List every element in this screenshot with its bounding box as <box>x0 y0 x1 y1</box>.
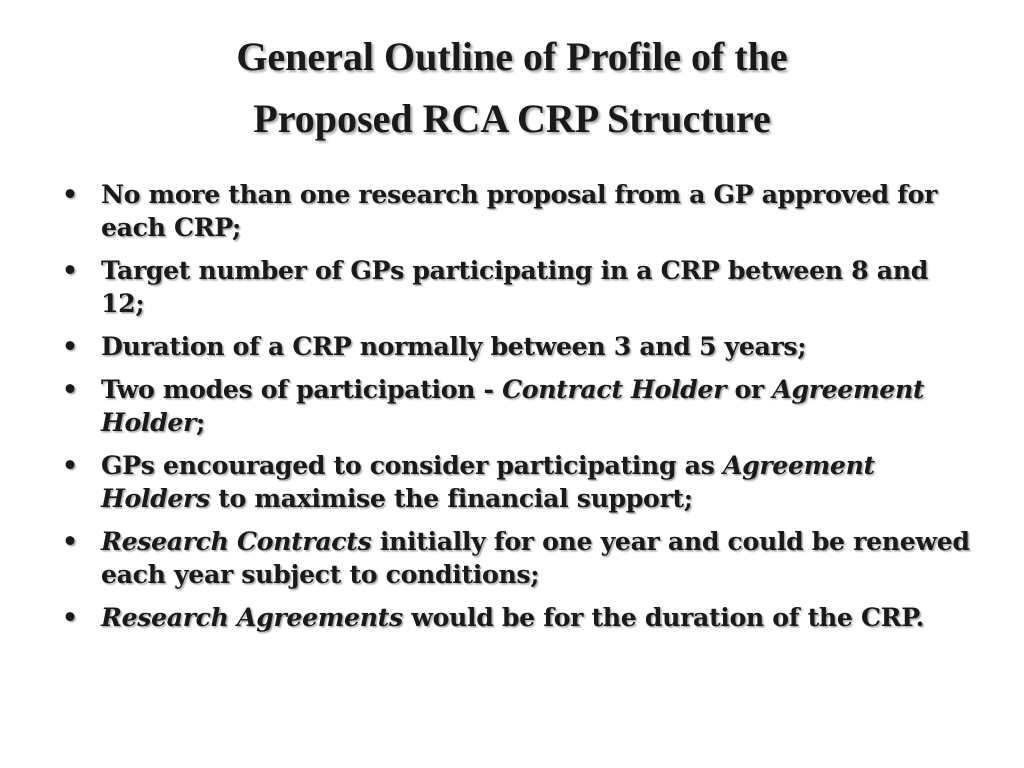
bullet-text: would be for the duration of the CRP. <box>402 602 925 632</box>
bullet-item <box>62 254 972 320</box>
bullet-italic-text: Agreement Holder <box>101 374 925 437</box>
bullet-text: No more than one research proposal from a GP approved for each CRP; <box>101 179 938 242</box>
bullet-text: to maximise the financial support; <box>209 483 693 513</box>
bullet-dot-icon: • <box>62 256 78 285</box>
bullet-text: Target number of GPs participating in a CRP between 8 and 12; <box>101 255 928 318</box>
bullet-italic-text: Contract Holder <box>502 374 727 404</box>
bullet-item <box>62 373 972 439</box>
bullet-item <box>62 178 972 244</box>
bullet-italic-text: Agreement Holders <box>101 450 875 513</box>
bullet-text: or <box>726 374 773 404</box>
bullet-dot-icon: • <box>62 180 78 209</box>
bullet-text: GPs encouraged to consider participating as <box>101 450 723 480</box>
bullet-item <box>62 601 972 634</box>
bullet-text: Two modes of participation - <box>101 374 503 404</box>
bullet-dot-icon: • <box>62 527 78 556</box>
bullet-text: initially for one year and could be renewed each year subject to conditions; <box>101 526 970 589</box>
slide-title-line-1: General Outline of Profile of the <box>236 34 788 79</box>
bullet-item <box>62 330 972 363</box>
bullet-italic-text: Research Contracts <box>101 526 372 556</box>
slide-title-line-2: Proposed RCA CRP Structure <box>253 96 771 141</box>
bullet-item <box>62 449 972 515</box>
slide-title <box>60 26 964 150</box>
bullet-list <box>62 178 972 644</box>
bullet-text: ; <box>195 407 205 437</box>
bullet-italic-text: Research Agreements <box>101 602 403 632</box>
bullet-dot-icon: • <box>62 451 78 480</box>
bullet-dot-icon: • <box>62 375 78 404</box>
bullet-text: Duration of a CRP normally between 3 and 5 years; <box>101 331 807 361</box>
bullet-item <box>62 525 972 591</box>
bullet-dot-icon: • <box>62 332 78 361</box>
bullet-dot-icon: • <box>62 603 78 632</box>
